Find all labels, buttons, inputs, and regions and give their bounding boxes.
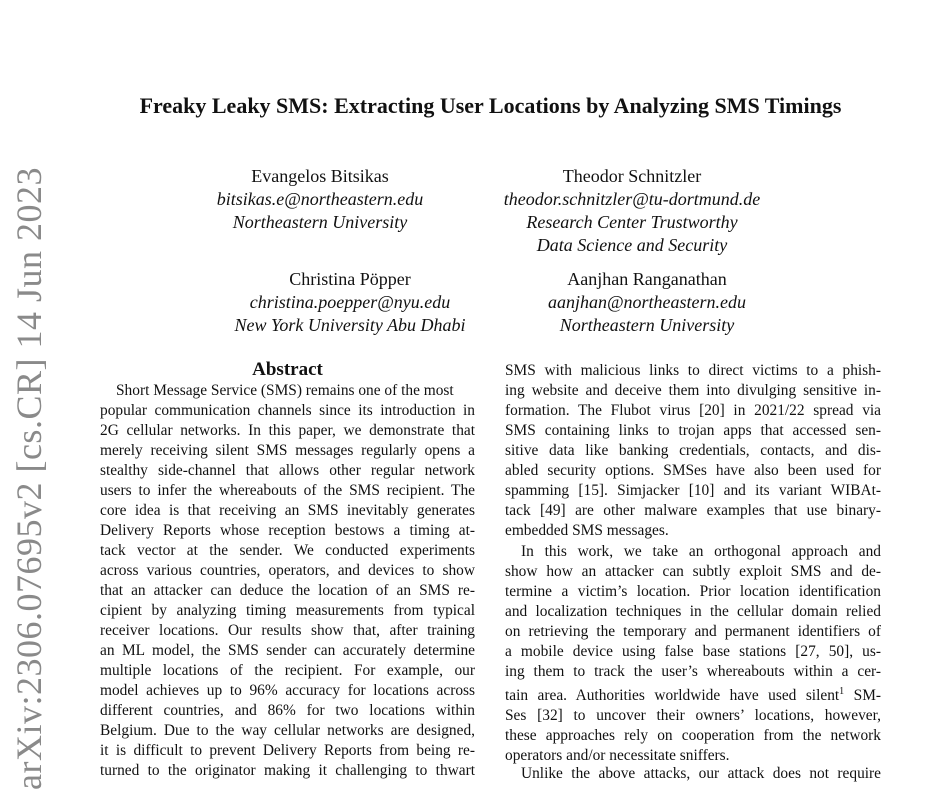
text-line: abled security options. SMSes have also been used for: [505, 462, 881, 479]
author-affiliation: New York University Abu Dhabi: [234, 315, 466, 335]
text-line: users to infer the whereabouts of the SMS recipient. The: [100, 482, 475, 499]
text-line: ing them to track the user’s whereabouts within a cer-: [505, 663, 881, 680]
text-fragment: SM-: [844, 687, 882, 705]
author-affiliation: Northeastern University: [232, 212, 408, 232]
text-line: sitive data like banking credentials, contacts, and dis-: [505, 442, 881, 459]
text-line: it is difficult to prevent Delivery Reports from being re-: [100, 742, 475, 759]
text-line: Short Message Service (SMS) remains one of the most: [116, 382, 454, 399]
abstract-text: [100, 381, 475, 781]
text-line: stealthy side-channel that allows other regular network: [100, 462, 475, 479]
text-line: popular communication channels since its introduction in: [100, 402, 475, 419]
text-line: across various countries, operators, and devices to show: [100, 562, 475, 579]
author-email[interactable]: bitsikas.e@northeastern.edu: [216, 189, 424, 209]
text-line: cipient by analyzing timing measurements from typical: [100, 602, 475, 619]
author-name: Evangelos Bitsikas: [251, 166, 389, 186]
text-line: merely receiving silent SMS messages regularly opens a: [100, 442, 475, 459]
author-block: [467, 165, 797, 257]
author-email[interactable]: christina.poepper@nyu.edu: [249, 292, 451, 312]
arxiv-identifier: arXiv:2306.07695v2 [cs.CR] 14 Jun 2023: [9, 167, 49, 790]
text-line: embedded SMS messages.: [505, 522, 669, 539]
body-paragraph: [505, 361, 881, 541]
paper-title: Freaky Leaky SMS: Extracting User Locations by Analyzing SMS Timings: [139, 93, 842, 118]
abstract-heading: Abstract: [252, 359, 323, 380]
text-line: an ML model, the SMS sender can accurately determine: [100, 642, 475, 659]
text-line: receiver locations. Our results show that, after training: [100, 622, 475, 639]
author-email[interactable]: aanjhan@northeastern.edu: [547, 292, 747, 312]
text-line: SMS containing links to trojan apps that accessed sen-: [505, 422, 881, 439]
text-line: these approaches rely on cooperation from the network: [505, 727, 881, 745]
author-affiliation: Research Center Trustworthy: [526, 212, 738, 232]
author-affiliation: Northeastern University: [559, 315, 735, 335]
text-line: that an attacker can deduce the location of an SMS re-: [100, 582, 475, 599]
text-line: tack vector at the sender. We conducted experiments: [100, 542, 475, 559]
text-line: Delivery Reports whose reception bestows a timing at-: [100, 522, 475, 539]
author-email[interactable]: theodor.schnitzler@tu-dortmund.de: [503, 189, 761, 209]
text-line: spamming [15]. Simjacker [10] and its variant WIBAt-: [505, 482, 881, 499]
text-line: ing website and deceive them into divulging sensitive in-: [505, 382, 881, 399]
body-paragraph: [505, 542, 881, 766]
text-line: show how an attacker can subtly exploit SMS and de-: [505, 563, 881, 580]
author-block: [185, 268, 515, 337]
author-affiliation: Data Science and Security: [536, 235, 728, 255]
text-line: termine a victim’s location. Prior location identification: [505, 583, 881, 600]
text-line: 2G cellular networks. In this paper, we demonstrate that: [100, 422, 475, 439]
text-line: Belgium. Due to the way cellular networks are designed,: [100, 722, 475, 739]
author-block: [155, 165, 485, 234]
text-line: core idea is that receiving an SMS inevitably generates: [100, 502, 475, 519]
text-line: Unlike the above attacks, our attack does not require: [521, 765, 881, 782]
text-line: and localization techniques in the cellular domain relied: [505, 603, 881, 620]
text-line: a mobile device using false base stations [27, 50], us-: [505, 643, 881, 660]
text-line: on retrieving the temporary and permanent identifiers of: [505, 623, 881, 640]
text-line: Ses [32] to uncover their owners’ locations, however,: [505, 707, 881, 725]
text-line: model achieves up to 96% accuracy for locations across: [100, 682, 475, 699]
text-line: operators and/or necessitate sniffers.: [505, 747, 730, 765]
text-line: In this work, we take an orthogonal approach and: [521, 543, 881, 560]
author-name: Theodor Schnitzler: [562, 166, 702, 186]
text-line: turned to the originator making it challenging to thwart: [100, 762, 475, 779]
author-name: Christina Pöpper: [289, 269, 411, 289]
text-line: SMS with malicious links to direct victims to a phish-: [505, 362, 881, 379]
text-line: multiple locations of the recipient. For example, our: [100, 662, 475, 679]
author-block: [482, 268, 812, 337]
text-line: formation. The Flubot virus [20] in 2021/22 spread via: [505, 402, 881, 419]
footnote-marker: 1: [839, 686, 845, 697]
text-line: different countries, and 86% for two locations within: [100, 702, 475, 719]
text-line: [505, 682, 881, 706]
text-fragment: tain area. Authorities worldwide have used silent: [505, 687, 840, 705]
text-line: tack [49] are other malware examples that use binary-: [505, 502, 881, 519]
author-name: Aanjhan Ranganathan: [567, 269, 727, 289]
body-paragraph: [505, 764, 881, 784]
